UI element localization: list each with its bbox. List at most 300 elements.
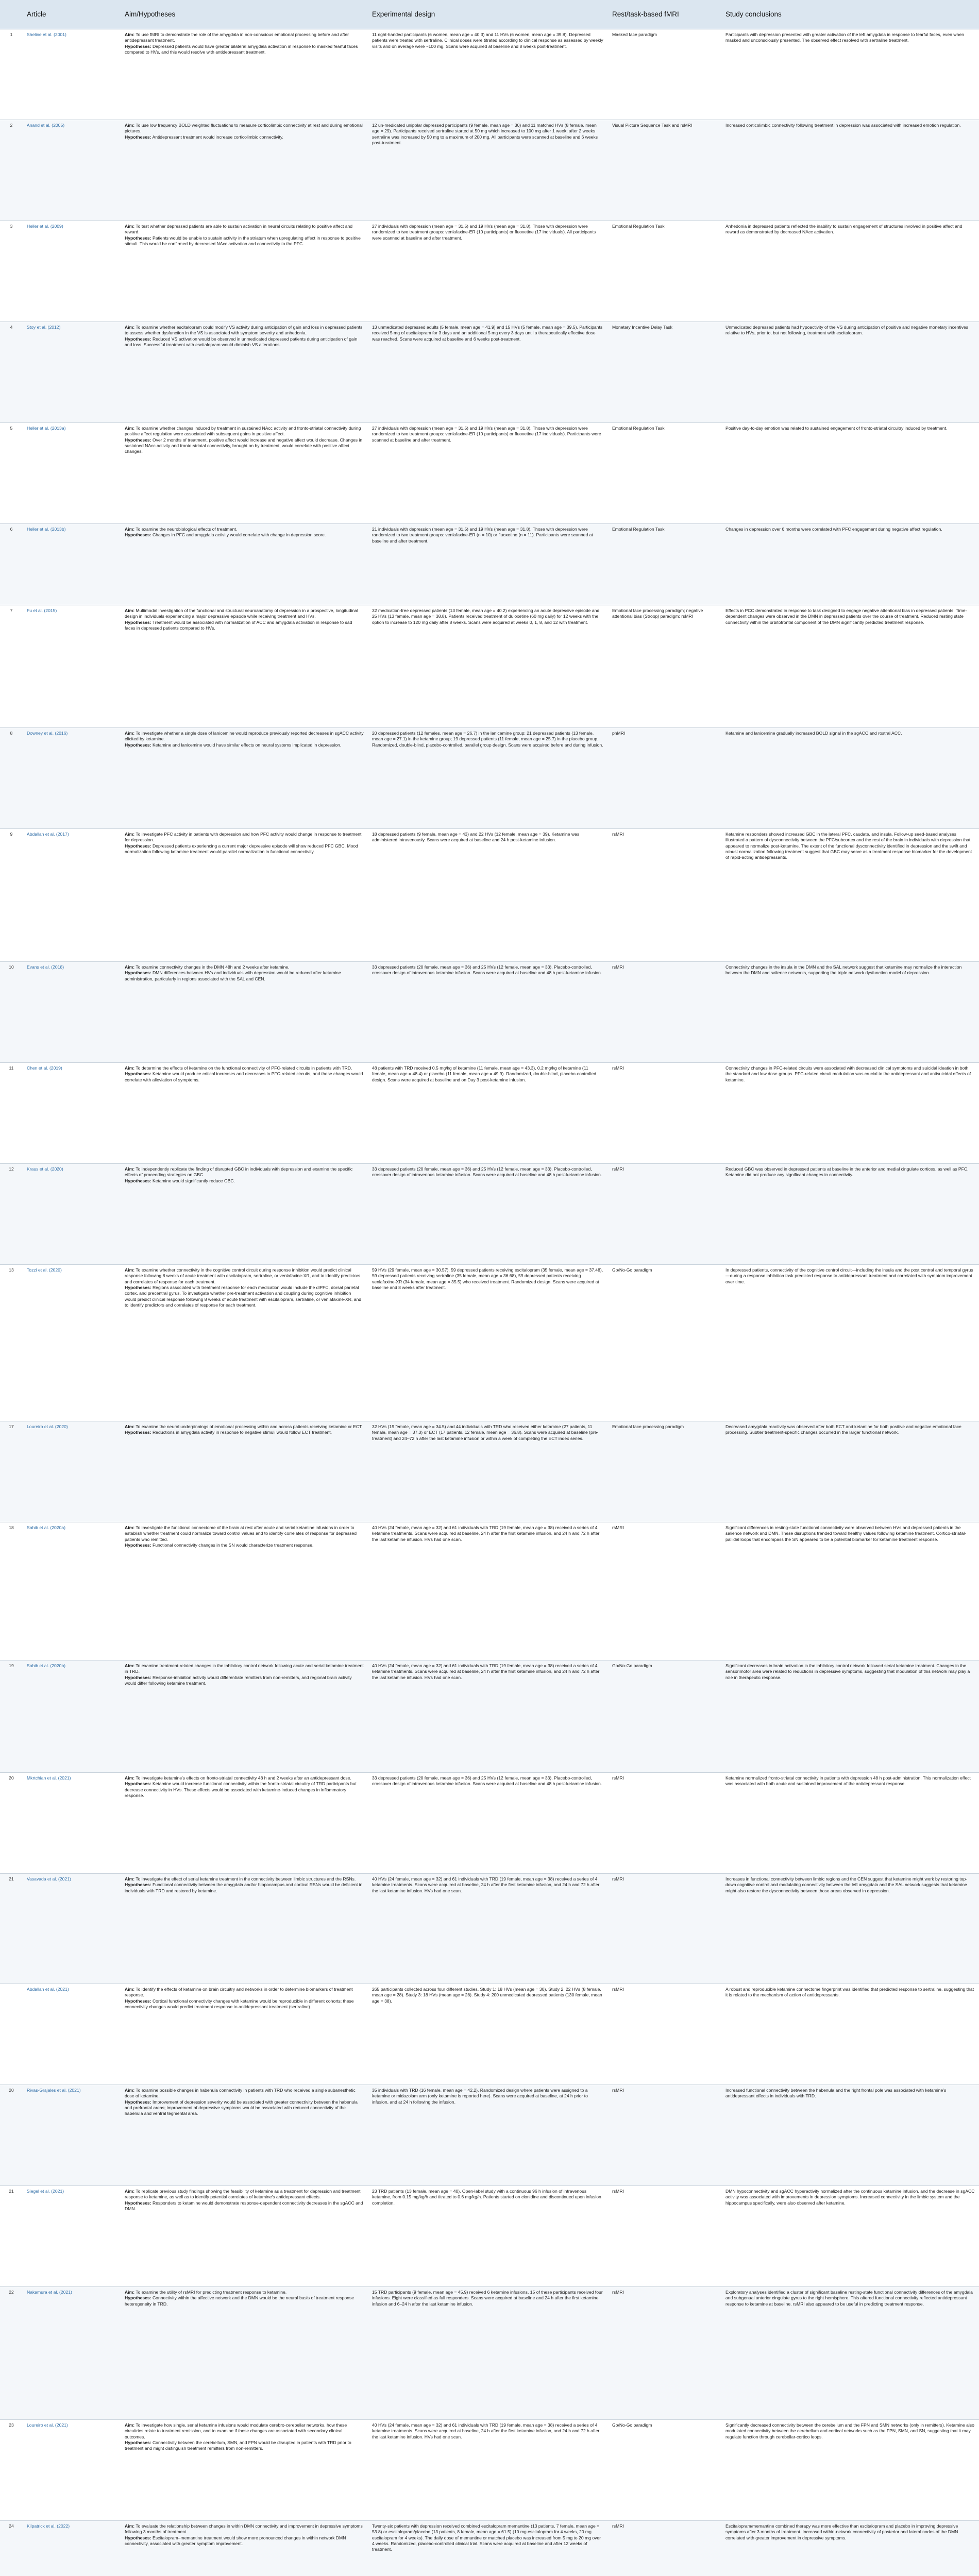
hypothesis-paragraph [125, 44, 364, 56]
hypothesis-label: Hypotheses: [125, 1285, 151, 1291]
study-conclusions-cell: Increases in functional connectivity between limbic regions and the CEN suggest that ketamine might work by restoring top-down cognitive control and modulating connectivity between the left amygdala and the SAL network suggests that ketamine might also restore the dysconnectivity between those areas observed in depression. [721, 1874, 979, 1984]
aim-text: To test whether depressed patients are able to sustain activation in neural circuits relating to positive affect and reward. [125, 224, 353, 235]
row-number: 1 [0, 29, 23, 120]
article-citation[interactable]: Abdallah et al. (2021) [23, 1984, 121, 2085]
hypothesis-text: Patients would be unable to sustain activity in the striatum when upregulating affect in response to positive stimuli. This would be confirmed by decreased NAcc activation and connectivity to the PFC. [125, 235, 361, 247]
aim-paragraph [125, 1876, 364, 1882]
article-citation[interactable]: Stoy et al. (2012) [23, 322, 121, 423]
article-citation[interactable]: Siegel et al. (2021) [23, 2186, 121, 2287]
row-number: 22 [0, 2287, 23, 2420]
aim-label: Aim: [125, 1775, 135, 1781]
aim-paragraph [125, 832, 364, 843]
experimental-design-cell: Twenty-six patients with depression received combined escitalopram memantine (13 patients, 7 female, mean age = 53.8) or escitalopram/placebo (13 patients, 8 female, mean age = 61.5) (10 mg escitalopram for 4 weeks, 20 mg escitalopram for 4 weeks). The daily dose of memantine or matched placebo was increased from 5 mg to 20 mg over 4 weeks. Randomized, placebo-controlled clinical trial. Scans were acquired at baseline and after 12 weeks of treatment. [368, 2521, 608, 2576]
article-citation[interactable]: Anand et al. (2005) [23, 120, 121, 221]
study-conclusions-cell: Changes in depression over 6 months were correlated with PFC engagement during negative affect regulation. [721, 524, 979, 605]
fmri-paradigm-cell: Emotional Regulation Task [608, 524, 721, 605]
row-number: 24 [0, 2521, 23, 2576]
table-row [0, 2287, 979, 2420]
aim-text: To investigate how single, serial ketamine infusions would modulate cerebro-cerebellar networks, how these circuitries relate to treatment remission, and to examine if these changes are associated with secondary clinical outcomes. [125, 2422, 347, 2439]
fmri-paradigm-cell: rsMRI [608, 1773, 721, 1874]
hypothesis-text: Functional connectivity between the amygdala and/or hippocampus and cortical RSNs would be deficient in individuals with TRD and restored by ketamine. [125, 1882, 363, 1893]
hypothesis-text: Depressed patients experiencing a current major depressive episode will show reduced PFC GBC. Mood normalization following ketamine treatment would parallel normalization in functional connectivity. [125, 843, 358, 855]
experimental-design-cell: 33 depressed patients (20 female, mean age = 36) and 25 HVs (12 female, mean age = 33). Placebo-controlled, crossover design of intravenous ketamine infusion. Scans were acquired at baseline and 48 h post-ketamine infusion. [368, 1773, 608, 1874]
aim-text: To examine whether connectivity in the cognitive control circuit during response inhibition would predict clinical response following 8 weeks of acute treatment with escitalopram, sertraline, or venlafaxine-XR, and to identify predictors and correlates of response for each treatment. [125, 1267, 361, 1284]
hypothesis-text: Improvement of depression severity would be associated with greater connectivity between the habenula and prefrontal areas; improvement of depressive symptoms would be associated with reduced connectivity of the habenula and ventral tegmental area. [125, 2099, 358, 2116]
article-citation[interactable]: Nakamura et al. (2021) [23, 2287, 121, 2420]
hypothesis-text: Ketamine and lanicemine would have similar effects on neural systems implicated in depression. [152, 742, 342, 748]
study-conclusions-cell: Effects in PCC demonstrated in response to task designed to engage negative attentional bias in depressed patients. Time-dependent changes were observed in the DMN in depressed patients over the course of treatment. Reduced resting state connectivity within the orbitofrontal component of the DMN significantly predicted treatment response. [721, 605, 979, 728]
row-number: 10 [0, 962, 23, 1063]
header-conclusions: Study conclusions [721, 0, 979, 29]
study-conclusions-cell: Exploratory analyses identified a cluster of significant baseline resting-state functional connectivity differences of the amygdala and subgenual anterior cingulate gyrus to the right hemisphere. This altered functional connectivity reflected antidepressant response to ketamine at baseline. rsMRI also appeared to be useful in predicting treatment response. [721, 2287, 979, 2420]
experimental-design-cell: 35 individuals with TRD (16 female, mean age = 42.2). Randomized design where patients were assigned to a ketamine or midazolam arm (only ketamine is reported here). Scans were acquired at baseline, at 24 h prior to infusion, and at 24 h following the infusion. [368, 2085, 608, 2186]
fmri-paradigm-cell: rsMRI [608, 1063, 721, 1164]
hypothesis-paragraph [125, 1178, 364, 1184]
article-citation[interactable]: Downey et al. (2016) [23, 728, 121, 829]
aim-hypotheses-cell [121, 605, 368, 728]
aim-text: To examine treatment-related changes in the inhibitory control network following acute and serial ketamine treatment in TRD. [125, 1663, 364, 1674]
aim-label: Aim: [125, 1267, 135, 1273]
hypothesis-label: Hypotheses: [125, 134, 151, 140]
aim-text: To examine whether changes induced by treatment in sustained NAcc activity and fronto-striatal connectivity during positive affect regulation were associated with subsequent gains in positive affect. [125, 426, 361, 437]
table-body [0, 29, 979, 2576]
aim-text: To examine connectivity changes in the DMN 48h and 2 weeks after ketamine. [136, 964, 290, 970]
aim-text: To use low frequency BOLD weighted fluctuations to measure corticolimbic connectivity at rest and during emotional pictures. [125, 123, 363, 134]
aim-label: Aim: [125, 224, 135, 229]
experimental-design-cell: 59 HVs (29 female, mean age = 30.57), 59 depressed patients receiving escitalopram (35 female, mean age = 37.48), 59 depressed patients receiving sertraline (35 female, mean age = 36.68), 59 depressed patients receiving venlafaxine-XR (34 female, mean age = 35.5) who received treatment. Randomized design. Scans were acquired at baseline and 8 weeks after treatment. [368, 1265, 608, 1421]
hypothesis-label: Hypotheses: [125, 1998, 151, 2004]
header-num [0, 0, 23, 29]
article-citation[interactable]: Sheline et al. (2001) [23, 29, 121, 120]
study-conclusions-cell: A robust and reproducible ketamine connectome fingerprint was identified that predicted response to sertraline, suggesting that it is related to the mechanism of action of antidepressants. [721, 1984, 979, 2085]
experimental-design-cell: 40 HVs (24 female, mean age = 32) and 61 individuals with TRD (19 female, mean age = 38) received a series of 4 ketamine treatments. Scans were acquired at baseline, 24 h after the first ketamine infusion, and 24 h and 72 h after the last ketamine infusion. HVs had one scan. [368, 1874, 608, 1984]
study-conclusions-cell: Significant differences in resting-state functional connectivity were observed between HVs and depressed patients in the salience network and DMN. These disruptions trended toward healthy values following ketamine treatment. Cortico-striatal-pallidal loops that encompass the SN appeared to be a potential biomarker for ketamine treatment response. [721, 1522, 979, 1660]
study-conclusions-cell: Connectivity changes in PFC-related circuits were associated with decreased clinical symptoms and suicidal ideation in both the standard and low dose groups. PFC-related circuit modulation was crucial to the antidepressant and antisuicidal effects of ketamine. [721, 1063, 979, 1164]
study-conclusions-cell: Anhedonia in depressed patients reflected the inability to sustain engagement of structures involved in positive affect and reward as demonstrated by decreased NAcc activation. [721, 221, 979, 322]
aim-paragraph [125, 426, 364, 437]
aim-label: Aim: [125, 2290, 135, 2295]
article-citation[interactable]: Loureiro et al. (2021) [23, 2420, 121, 2521]
aim-label: Aim: [125, 2189, 135, 2194]
study-conclusions-cell: Escitalopram/memantine combined therapy was more effective than escitalopram and placebo in improving depressive symptoms after 3 months of treatment. Increased within-network connectivity of posterior and lateral nodes of the DMN correlated with greater improvement in depressive symptoms. [721, 2521, 979, 2576]
header-paradigm: Rest/task-based fMRI [608, 0, 721, 29]
hypothesis-paragraph [125, 1285, 364, 1308]
aim-hypotheses-cell [121, 29, 368, 120]
hypothesis-label: Hypotheses: [125, 43, 151, 49]
aim-paragraph [125, 1166, 364, 1178]
fmri-paradigm-cell: Go/No-Go paradigm [608, 2420, 721, 2521]
aim-text: To use fMRI to demonstrate the role of the amygdala in non-conscious emotional processing before and after antidepressant treatment. [125, 32, 349, 43]
table-row [0, 1522, 979, 1660]
hypothesis-paragraph [125, 2295, 364, 2307]
aim-text: To examine possible changes in habenula connectivity in patients with TRD who received a single subanesthetic dose of ketamine. [125, 2088, 356, 2099]
aim-text: To investigate PFC activity in patients with depression and how PFC activity would change in response to treatment for depression. [125, 832, 362, 843]
hypothesis-text: Over 2 months of treatment, positive affect would increase and negative affect would decrease. Changes in sustained NAcc activity and fronto-striatal connectivity, brought on by treatment, would correlate with positive affect changes. [125, 437, 363, 454]
aim-label: Aim: [125, 832, 135, 837]
aim-label: Aim: [125, 1876, 135, 1882]
hypothesis-paragraph [125, 1781, 364, 1799]
study-conclusions-cell: Unmedicated depressed patients had hypoactivity of the VS during anticipation of positive and negative monetary incentives relative to HVs, prior to, but not following, treatment with escitalopram. [721, 322, 979, 423]
aim-text: To investigate ketamine's effects on fronto-striatal connectivity 48 h and 2 weeks after an antidepressant dose. [136, 1775, 351, 1781]
aim-hypotheses-cell [121, 322, 368, 423]
hypothesis-label: Hypotheses: [125, 437, 151, 443]
study-conclusions-cell: Participants with depression presented with greater activation of the left amygdala in response to fearful faces, even when masked and unconsciously presented. The observed effect resolved with sertraline treatment. [721, 29, 979, 120]
aim-hypotheses-cell [121, 1522, 368, 1660]
row-number: 20 [0, 1773, 23, 1874]
aim-hypotheses-cell [121, 1421, 368, 1522]
hypothesis-text: Depressed patients would have greater bilateral amygdala activation in response to masked fearful faces compared to HVs, and this would resolve with antidepressant treatment. [125, 43, 358, 55]
article-citation[interactable]: Rivas-Grajales et al. (2021) [23, 2085, 121, 2186]
header-design: Experimental design [368, 0, 608, 29]
table-row [0, 2186, 979, 2287]
table-row [0, 1984, 979, 2085]
aim-text: Multimodal investigation of the functional and structural neuroanatomy of depression in a prospective, longitudinal design in individuals experiencing a major depressive episode while receiving treatment and HVs. [125, 608, 358, 619]
study-conclusions-cell: In depressed patients, connectivity of the cognitive control circuit—including the insula and the post central and temporal gyrus—during a response inhibition task predicted response to antidepressant treatment and correlated with symptom improvement over time. [721, 1265, 979, 1421]
table-row [0, 322, 979, 423]
aim-text: To evaluate the relationship between changes in within DMN connectivity and improvement in depressive symptoms following 3 months of treatment. [125, 2523, 363, 2535]
hypothesis-text: Ketamine would significantly reduce GBC. [152, 1178, 235, 1183]
table-row [0, 962, 979, 1063]
row-number: 21 [0, 2186, 23, 2287]
article-citation[interactable]: Chen et al. (2019) [23, 1063, 121, 1164]
fmri-paradigm-cell: rsMRI [608, 1874, 721, 1984]
aim-label: Aim: [125, 1525, 135, 1530]
aim-label: Aim: [125, 1663, 135, 1668]
hypothesis-label: Hypotheses: [125, 843, 151, 849]
aim-hypotheses-cell [121, 423, 368, 524]
hypothesis-label: Hypotheses: [125, 1781, 151, 1787]
aim-paragraph [125, 964, 364, 970]
aim-label: Aim: [125, 527, 135, 532]
hypothesis-label: Hypotheses: [125, 2535, 151, 2540]
aim-paragraph [125, 32, 364, 44]
aim-text: To examine the utility of rsMRI for predicting treatment response to ketamine. [136, 2290, 287, 2295]
hypothesis-label: Hypotheses: [125, 2099, 151, 2105]
row-number: 23 [0, 2420, 23, 2521]
aim-text: To investigate the functional connectome of the brain at rest after acute and serial ketamine infusions in order to establish whether treatment could normalize toward control values and to identify correlates of response for depressed patients who remitted. [125, 1525, 357, 1542]
fmri-paradigm-cell: Go/No-Go paradigm [608, 1265, 721, 1421]
row-number: 8 [0, 728, 23, 829]
aim-label: Aim: [125, 32, 135, 37]
hypothesis-text: Escitalopram–memantine treatment would show more pronounced changes in within network DMN connectivity, associated with greater symptom improvement. [125, 2535, 346, 2547]
aim-paragraph [125, 731, 364, 742]
aim-text: To examine the neural underpinnings of emotional processing within and across patients receiving ketamine or ECT. [136, 1424, 363, 1429]
aim-text: To investigate the effect of serial ketamine treatment in the connectivity between limbic structures and the RSNs. [136, 1876, 356, 1882]
fmri-paradigm-cell: Emotional Regulation Task [608, 221, 721, 322]
aim-hypotheses-cell [121, 1265, 368, 1421]
row-number: 6 [0, 524, 23, 605]
table-row [0, 1421, 979, 1522]
table-row [0, 1164, 979, 1265]
aim-hypotheses-cell [121, 2521, 368, 2576]
hypothesis-paragraph [125, 1430, 364, 1435]
hypothesis-text: Changes in PFC and amygdala activity would correlate with change in depression score. [152, 532, 326, 538]
fmri-paradigm-cell: Visual Picture Sequence Task and rsMRI [608, 120, 721, 221]
aim-hypotheses-cell [121, 120, 368, 221]
aim-paragraph [125, 1424, 364, 1430]
table-row [0, 120, 979, 221]
fmri-paradigm-cell: rsMRI [608, 2521, 721, 2576]
header-aim: Aim/Hypotheses [121, 0, 368, 29]
row-number: 12 [0, 1164, 23, 1265]
fmri-paradigm-cell: rsMRI [608, 962, 721, 1063]
row-number: 7 [0, 605, 23, 728]
hypothesis-text: Responders to ketamine would demonstrate response-dependent connectivity decreases in the sgACC and DMN. [125, 2200, 363, 2212]
table-row [0, 221, 979, 322]
row-number: 3 [0, 221, 23, 322]
hypothesis-text: Response-inhibition activity would differentiate remitters from non-remitters, and regional brain activity would differ following ketamine treatment. [125, 1674, 352, 1686]
aim-hypotheses-cell [121, 2420, 368, 2521]
hypothesis-label: Hypotheses: [125, 336, 151, 342]
hypothesis-paragraph [125, 336, 364, 348]
experimental-design-cell: 33 depressed patients (20 female, mean age = 36) and 25 HVs (12 female, mean age = 33). Placebo-controlled, crossover design of intravenous ketamine infusion. Scans were acquired at baseline and 48 h post-ketamine infusion. [368, 962, 608, 1063]
fmri-paradigm-cell: rsMRI [608, 2085, 721, 2186]
row-number: 20 [0, 2085, 23, 2186]
aim-hypotheses-cell [121, 1063, 368, 1164]
aim-hypotheses-cell [121, 1164, 368, 1265]
study-conclusions-cell: Connectivity changes in the insula in the DMN and the SAL network suggest that ketamine may normalize the interaction between the DMN and salience networks, supporting the triple network dysfunction model of depression. [721, 962, 979, 1063]
experimental-design-cell: 13 unmedicated depressed adults (5 female, mean age = 41.9) and 15 HVs (5 female, mean age = 39.5). Participants received 5 mg of escitalopram for 3 days and an additional 5 mg every 3 days until a therapeutically effective dose was reached. Scans were acquired at baseline and 6 weeks post-treatment. [368, 322, 608, 423]
aim-hypotheses-cell [121, 2186, 368, 2287]
experimental-design-cell: 32 HVs (19 female, mean age = 34.5) and 44 individuals with TRD who received either ketamine (27 patients, 11 female, mean age = 37.3) or ECT (17 patients, 12 female, mean age = 36.8). Scans were acquired at baseline (pre-treatment) and 24–72 h after the last ketamine infusion or within a week of completing the ECT index series. [368, 1421, 608, 1522]
experimental-design-cell: 18 depressed patients (9 female, mean age = 43) and 22 HVs (12 female, mean age = 39). Ketamine was administered intravenously. Scans were acquired at baseline and 24 h post-ketamine infusion. [368, 829, 608, 962]
hypothesis-paragraph [125, 134, 364, 140]
table-row [0, 605, 979, 728]
row-number: 17 [0, 1421, 23, 1522]
table-row [0, 1773, 979, 1874]
experimental-design-cell: 40 HVs (24 female, mean age = 32) and 61 individuals with TRD (19 female, mean age = 38) received a series of 4 ketamine treatments. Scans were acquired at baseline, 24 h after the first ketamine infusion, and 24 h and 72 h after the last ketamine infusion. HVs had one scan. [368, 2420, 608, 2521]
article-citation[interactable]: Tozzi et al. (2020) [23, 1265, 121, 1421]
hypothesis-label: Hypotheses: [125, 1178, 151, 1183]
article-citation[interactable]: Sahib et al. (2020b) [23, 1660, 121, 1773]
aim-text: To identify the effects of ketamine on brain circuitry and networks in order to determine biomarkers of treatment response. [125, 1987, 353, 1998]
aim-text: To replicate previous study findings showing the feasibility of ketamine as a treatment for depression and treatment response to ketamine, as well as to identify potential correlates of ketamine's antidepressant effects. [125, 2189, 361, 2200]
table-row [0, 29, 979, 120]
study-conclusions-cell: Decreased amygdala reactivity was observed after both ECT and ketamine for both positive and negative emotional face processing. Subtler treatment-specific changes occurred in the larger functional network. [721, 1421, 979, 1522]
fmri-paradigm-cell: rsMRI [608, 1522, 721, 1660]
aim-text: To determine the effects of ketamine on the functional connectivity of PFC-related circuits in patients with TRD. [136, 1065, 352, 1071]
aim-label: Aim: [125, 426, 135, 431]
aim-label: Aim: [125, 2088, 135, 2093]
article-citation[interactable]: Sahib et al. (2020a) [23, 1522, 121, 1660]
hypothesis-text: Antidepressant treatment would increase corticolimbic connectivity. [152, 134, 283, 140]
row-number: 18 [0, 1522, 23, 1660]
fmri-paradigm-cell: Emotional Regulation Task [608, 423, 721, 524]
experimental-design-cell: 265 participants collected across four different studies. Study 1: 18 HVs (mean age = 30). Study 2: 22 HVs (8 female, mean age = 28). Study 3: 18 HVs (mean age = 28). Study 4: 200 unmedicated depressed patients (130 female, mean age = 38). [368, 1984, 608, 2085]
aim-hypotheses-cell [121, 962, 368, 1063]
hypothesis-text: Treatment would be associated with normalization of ACC and amygdala activation in response to sad faces in depressed patients compared to HVs. [125, 619, 352, 631]
aim-hypotheses-cell [121, 2085, 368, 2186]
row-number: 5 [0, 423, 23, 524]
row-number: 19 [0, 1660, 23, 1773]
article-citation[interactable]: Heller et al. (2013b) [23, 524, 121, 605]
aim-hypotheses-cell [121, 2287, 368, 2420]
hypothesis-label: Hypotheses: [125, 2440, 151, 2446]
aim-hypotheses-cell [121, 1773, 368, 1874]
hypothesis-label: Hypotheses: [125, 235, 151, 241]
experimental-design-cell: 27 individuals with depression (mean age = 31.5) and 19 HVs (mean age = 31.8). Those with depression were randomized to two treatment groups: venlafaxine-ER (10 participants) or fluoxetine (17 individuals). Participants were scanned at baseline and after treatment. [368, 423, 608, 524]
experimental-design-cell: 40 HVs (24 female, mean age = 32) and 61 individuals with TRD (19 female, mean age = 38) received a series of 4 ketamine treatments. Scans were acquired at baseline, 24 h after the first ketamine infusion, and 24 h and 72 h after the last ketamine infusion. HVs had one scan. [368, 1522, 608, 1660]
aim-label: Aim: [125, 1987, 135, 1992]
aim-label: Aim: [125, 731, 135, 736]
hypothesis-label: Hypotheses: [125, 1543, 151, 1548]
study-conclusions-cell: Reduced GBC was observed in depressed patients at baseline in the anterior and medial cingulate cortices, as well as PFC. Ketamine did not produce any significant changes in connectivity. [721, 1164, 979, 1265]
fmri-paradigm-cell: rsMRI [608, 1984, 721, 2085]
hypothesis-text: Connectivity within the affective network and the DMN would be the neural basis of treatment response heterogeneity in TRD. [125, 2295, 355, 2307]
table-header-row [0, 0, 979, 29]
hypothesis-paragraph [125, 843, 364, 855]
hypothesis-text: DMN differences between HVs and individuals with depression would be reduced after ketamine administration, particularly in regions associated with the SAL and CEN. [125, 970, 341, 981]
hypothesis-paragraph [125, 532, 364, 538]
hypothesis-paragraph [125, 2440, 364, 2452]
aim-label: Aim: [125, 1065, 135, 1071]
aim-paragraph [125, 1775, 364, 1781]
row-number: 2 [0, 120, 23, 221]
article-citation[interactable]: Mkrtchian et al. (2021) [23, 1773, 121, 1874]
hypothesis-paragraph [125, 1543, 364, 1548]
hypothesis-paragraph [125, 2200, 364, 2212]
aim-paragraph [125, 527, 364, 532]
hypothesis-label: Hypotheses: [125, 532, 151, 538]
table-row [0, 829, 979, 962]
aim-hypotheses-cell [121, 1984, 368, 2085]
fmri-paradigm-cell: rsMRI [608, 829, 721, 962]
aim-hypotheses-cell [121, 1660, 368, 1773]
article-citation[interactable]: Loureiro et al. (2020) [23, 1421, 121, 1522]
aim-hypotheses-cell [121, 524, 368, 605]
aim-paragraph [125, 2189, 364, 2200]
aim-label: Aim: [125, 325, 135, 330]
experimental-design-cell: 48 patients with TRD received 0.5 mg/kg of ketamine (11 female, mean age = 43.3), 0.2 mg/kg of ketamine (11 female, mean age = 48.4) or placebo (11 female, mean age = 49.9). Randomized, double-blind, placebo-controlled design. Scans were acquired at baseline and on Day 3 post-ketamine infusion. [368, 1063, 608, 1164]
aim-paragraph [125, 1663, 364, 1675]
aim-paragraph [125, 123, 364, 134]
hypothesis-label: Hypotheses: [125, 742, 151, 748]
hypothesis-text: Regions associated with treatment response for each medication would include the dlPFC, dorsal parietal cortex, and precentral gyrus. To investigate whether pre-treatment activation and coupling during cognitive inhibition would predict clinical response following 8 weeks of acute treatment with escitalopram, sertraline, or venlafaxine-XR, and to identify predictors and correlates of response for each treatment. [125, 1285, 362, 1308]
table-row [0, 1660, 979, 1773]
study-conclusions-cell: DMN hypoconnectivity and sgACC hyperactivity normalized after the continuous ketamine infusion, and the decrease in sgACC activity was associated with improvements in depression symptoms. Increased connectivity in the limbic system and the hippocampus specifically, were also observed after ketamine. [721, 2186, 979, 2287]
experimental-design-cell: 11 right-handed participants (6 women, mean age = 40.3) and 11 HVs (6 women, mean age = 39.8). Depressed patients were treated with sertraline. Clinical doses were titrated according to clinical response as assessed by weekly visits and on average were ~100 mg. Scans were acquired at baseline and 8 weeks post-treatment. [368, 29, 608, 120]
article-citation[interactable]: Vasavada et al. (2021) [23, 1874, 121, 1984]
aim-hypotheses-cell [121, 728, 368, 829]
row-number: 4 [0, 322, 23, 423]
fmri-paradigm-cell: Go/No-Go paradigm [608, 1660, 721, 1773]
experimental-design-cell: 23 TRD patients (13 female, mean age = 40). Open-label study with a continuous 96 h infusion of intravenous ketamine, from 0.15 mg/kg/h and titrated to 0.6 mg/kg/h. Patients started on clonidine and discontinued upon infusion completion. [368, 2186, 608, 2287]
study-conclusions-cell: Increased corticolimbic connectivity following treatment in depression was associated with increased emotion regulation. [721, 120, 979, 221]
row-number [0, 1984, 23, 2085]
study-conclusions-cell: Increased functional connectivity between the habenula and the right frontal pole was associated with ketamine's antidepressant effects in individuals with TRD. [721, 2085, 979, 2186]
article-citation[interactable]: Abdallah et al. (2017) [23, 829, 121, 962]
fmri-paradigm-cell: Emotional face processing paradigm [608, 1421, 721, 1522]
hypothesis-label: Hypotheses: [125, 2200, 151, 2206]
hypothesis-label: Hypotheses: [125, 619, 151, 625]
study-conclusions-cell: Significant decreases in brain activation in the inhibitory control network followed serial ketamine treatment. Changes in the sensorimotor area were related to reductions in depressive symptoms, suggesting that modulation of this network may play a role in therapeutic response. [721, 1660, 979, 1773]
table-row [0, 1874, 979, 1984]
aim-label: Aim: [125, 608, 135, 613]
row-number: 21 [0, 1874, 23, 1984]
table-row [0, 2085, 979, 2186]
hypothesis-paragraph [125, 970, 364, 982]
hypothesis-label: Hypotheses: [125, 1882, 151, 1888]
hypothesis-paragraph [125, 1675, 364, 1687]
aim-hypotheses-cell [121, 1874, 368, 1984]
aim-paragraph [125, 1267, 364, 1285]
table-row [0, 2521, 979, 2576]
aim-text: To examine the neurobiological effects of treatment. [136, 527, 238, 532]
fmri-paradigm-cell: Monetary Incentive Delay Task [608, 322, 721, 423]
article-citation[interactable]: Kilpatrick et al. (2022) [23, 2521, 121, 2576]
study-conclusions-cell: Ketamine normalized fronto-striatal connectivity in patients with depression 48 h post-administration. This normalization effect was associated with both acute and sustained improvement of the antidepressant response. [721, 1773, 979, 1874]
study-conclusions-cell: Positive day-to-day emotion was related to sustained engagement of fronto-striatal circuitry induced by treatment. [721, 423, 979, 524]
study-conclusions-cell: Ketamine responders showed increased GBC in the lateral PFC, caudate, and insula. Follow-up seed-based analyses illustrated a pattern of dysconnectivity between the PFC/subcortex and the rest of the brain in individuals with depression that appeared to normalize post-ketamine. The extent of the functional dysconnectivity identified in depression and the swift and robust normalization following treatment suggest that GBC may serve as a treatment response biomarker for the development of rapid-acting antidepressants. [721, 829, 979, 962]
aim-paragraph [125, 1525, 364, 1543]
aim-paragraph [125, 1987, 364, 1998]
aim-hypotheses-cell [121, 221, 368, 322]
hypothesis-paragraph [125, 620, 364, 632]
table-row [0, 2420, 979, 2521]
study-conclusions-cell: Significantly decreased connectivity between the cerebellum and the FPN and SMN networks (only in remitters). Ketamine also modulated connectivity between the cerebellum and cortical networks such as the FPN, SMN, and SN, suggesting that it may regulate function through cerebellar-cortico loops. [721, 2420, 979, 2521]
aim-paragraph [125, 2422, 364, 2440]
hypothesis-paragraph [125, 437, 364, 455]
aim-paragraph [125, 224, 364, 235]
hypothesis-paragraph [125, 1071, 364, 1083]
aim-label: Aim: [125, 123, 135, 128]
hypothesis-text: Ketamine would produce critical increases and decreases in PFC-related circuits, and these changes would correlate with alleviation of symptoms. [125, 1071, 363, 1082]
hypothesis-paragraph [125, 1998, 364, 2010]
experimental-design-cell: 33 depressed patients (20 female, mean age = 36) and 25 HVs (12 female, mean age = 33). Placebo-controlled, crossover design of intravenous ketamine infusion. Scans were acquired at baseline and 48 h post-ketamine infusion. [368, 1164, 608, 1265]
fmri-paradigm-cell: rsMRI [608, 2186, 721, 2287]
table-row [0, 1063, 979, 1164]
header-article: Article [23, 0, 121, 29]
hypothesis-text: Reduced VS activation would be observed in unmedicated depressed patients during anticipation of gain and loss. Successful treatment with escitalopram would diminish VS alterations. [125, 336, 358, 348]
fmri-paradigm-cell: phMRI [608, 728, 721, 829]
aim-text: To examine whether escitalopram could modify VS activity during anticipation of gain and loss in depressed patients to assess whether dysfunction in the VS is associated with symptom severity and anhedonia. [125, 325, 363, 336]
experimental-design-cell: 15 TRD participants (9 female, mean age = 45.9) received 6 ketamine infusions. 15 of these participants received four infusions. Eight were classified as full responders. Scans were acquired at baseline and 24 h after the first ketamine infusion and 6–24 h after the last ketamine infusion. [368, 2287, 608, 2420]
article-citation[interactable]: Heller et al. (2013a) [23, 423, 121, 524]
hypothesis-paragraph [125, 742, 364, 748]
aim-label: Aim: [125, 1424, 135, 1429]
aim-hypotheses-cell [121, 829, 368, 962]
article-citation[interactable]: Kraus et al. (2020) [23, 1164, 121, 1265]
aim-label: Aim: [125, 964, 135, 970]
aim-label: Aim: [125, 1166, 135, 1172]
experimental-design-cell: 27 individuals with depression (mean age = 31.5) and 19 HVs (mean age = 31.8). Those with depression were randomized to two treatment groups: venlafaxine-ER (10 participants) or fluoxetine (17 individuals). All participants were scanned at baseline and after treatment. [368, 221, 608, 322]
hypothesis-text: Functional connectivity changes in the SN would characterize treatment response. [152, 1543, 314, 1548]
fmri-paradigm-cell: Masked face paradigm [608, 29, 721, 120]
aim-paragraph [125, 325, 364, 336]
hypothesis-label: Hypotheses: [125, 1071, 151, 1077]
hypothesis-label: Hypotheses: [125, 2295, 151, 2301]
experimental-design-cell: 21 individuals with depression (mean age = 31.5) and 19 HVs (mean age = 31.8). Those with depression were randomized to two treatment groups: venlafaxine-ER (n = 10) or fluoxetine (n = 11). Participants were scanned at baseline and after treatment. [368, 524, 608, 605]
hypothesis-label: Hypotheses: [125, 970, 151, 976]
hypothesis-paragraph [125, 2099, 364, 2117]
article-citation[interactable]: Fu et al. (2015) [23, 605, 121, 728]
aim-paragraph [125, 2290, 364, 2295]
fmri-paradigm-cell: rsMRI [608, 1164, 721, 1265]
hypothesis-paragraph [125, 1882, 364, 1894]
article-citation[interactable]: Evans et al. (2018) [23, 962, 121, 1063]
aim-paragraph [125, 1065, 364, 1071]
table-row [0, 423, 979, 524]
experimental-design-cell: 32 medication-free depressed patients (13 female, mean age = 40.2) experiencing an acute depressive episode and 25 HVs (13 female, mean age = 38.8). Patients received treatment of duloxetine (60 mg daily) for 12 weeks with the option to increase to 120 mg daily after 8 weeks. Scans were acquired at weeks 0, 1, 8, and 12 with treatment. [368, 605, 608, 728]
article-citation[interactable]: Heller et al. (2009) [23, 221, 121, 322]
experimental-design-cell: 20 depressed patients (12 females, mean age = 26.7) in the lanicemine group; 21 depressed patients (13 female, mean age = 27.1) in the ketamine group; 19 depressed patients (11 female, mean age = 25.7) in the placebo group. Randomized, double-blind, placebo-controlled, parallel group design. Scans were acquired before and during infusion. [368, 728, 608, 829]
aim-label: Aim: [125, 2422, 135, 2428]
table-row [0, 524, 979, 605]
study-conclusions-cell: Ketamine and lanicemine gradually increased BOLD signal in the sgACC and rostral ACC. [721, 728, 979, 829]
hypothesis-paragraph [125, 2535, 364, 2547]
row-number: 9 [0, 829, 23, 962]
hypothesis-text: Cortical functional connectivity changes with ketamine would be reproducible in different cohorts; these connectivity changes would predict treatment response to antidepressant treatment (sertraline). [125, 1998, 354, 2010]
